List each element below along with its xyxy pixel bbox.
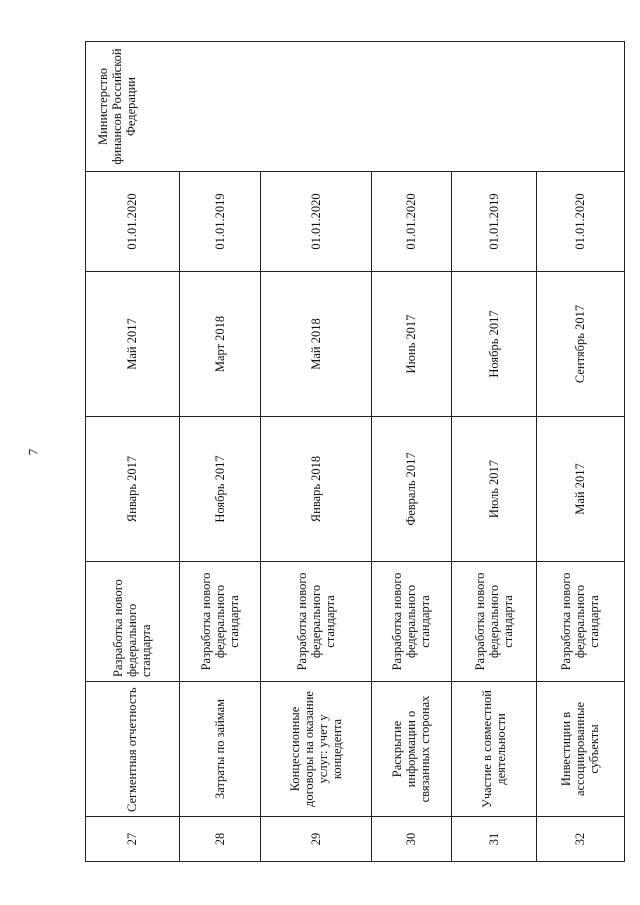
work-type: Разработка нового федерального стандарта (86, 562, 180, 682)
start-date: Январь 2018 (261, 417, 372, 562)
page-number: 7 (25, 448, 41, 456)
standard-name: Затраты по займам (179, 682, 261, 817)
end-date: Сентябрь 2017 (536, 272, 624, 417)
work-type: Разработка нового федерального стандарта (536, 562, 624, 682)
work-type: Разработка нового федерального стандарта (371, 562, 451, 682)
row-number: 29 (261, 817, 372, 862)
end-date: Май 2018 (261, 272, 372, 417)
standards-table (85, 41, 625, 862)
end-date: Ноябрь 2017 (451, 272, 536, 417)
standard-name: Концессионные договоры на оказание услуг: учет у концедента (261, 682, 372, 817)
row-number: 31 (451, 817, 536, 862)
start-date: Июль 2017 (451, 417, 536, 562)
standard-name: Сегментная отчетность (86, 682, 180, 817)
effective-date: 01.01.2019 (451, 172, 536, 272)
rotated-table-wrapper (85, 42, 625, 862)
responsible-organization: Министерство финансов Российской Федерации (86, 42, 625, 172)
table-row (86, 42, 180, 862)
work-type: Разработка нового федерального стандарта (451, 562, 536, 682)
standard-name: Участие в совместной деятельности (451, 682, 536, 817)
effective-date: 01.01.2020 (536, 172, 624, 272)
start-date: Февраль 2017 (371, 417, 451, 562)
standard-name: Раскрытие информации о связанных сторонах (371, 682, 451, 817)
row-number: 30 (371, 817, 451, 862)
effective-date: 01.01.2020 (371, 172, 451, 272)
row-number: 28 (179, 817, 261, 862)
end-date: Май 2017 (86, 272, 180, 417)
work-type: Разработка нового федерального стандарта (261, 562, 372, 682)
work-type: Разработка нового федерального стандарта (179, 562, 261, 682)
start-date: Ноябрь 2017 (179, 417, 261, 562)
end-date: Март 2018 (179, 272, 261, 417)
standard-name: Инвестиции в ассоциированные субъекты (536, 682, 624, 817)
effective-date: 01.01.2020 (86, 172, 180, 272)
start-date: Май 2017 (536, 417, 624, 562)
effective-date: 01.01.2020 (261, 172, 372, 272)
effective-date: 01.01.2019 (179, 172, 261, 272)
start-date: Январь 2017 (86, 417, 180, 562)
end-date: Июнь 2017 (371, 272, 451, 417)
row-number: 32 (536, 817, 624, 862)
row-number: 27 (86, 817, 180, 862)
